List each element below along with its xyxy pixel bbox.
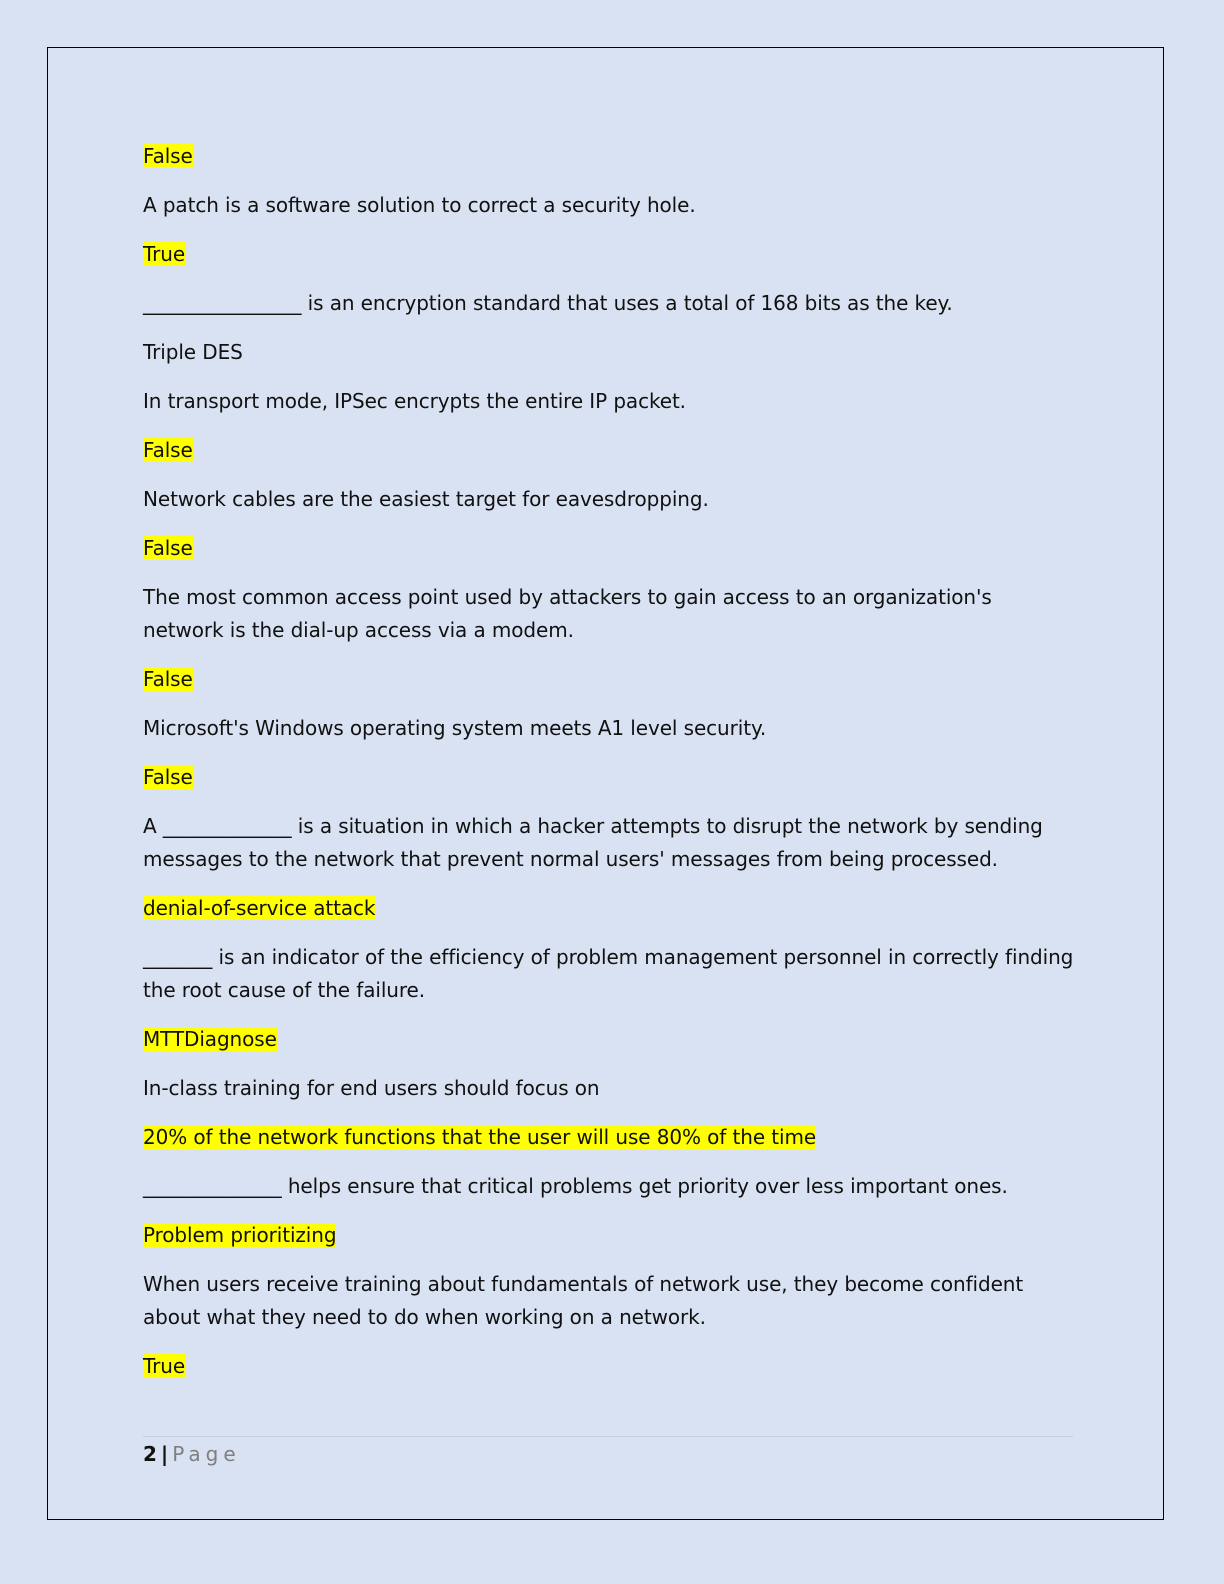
footer-separator: |: [160, 1442, 169, 1466]
answer-line: False: [143, 438, 193, 462]
document-body: [143, 140, 1078, 1399]
page-footer: [143, 1440, 241, 1468]
answer-line: True: [143, 1354, 186, 1378]
answer-line: 20% of the network functions that the user will use 80% of the time: [143, 1125, 817, 1149]
page-label: Page: [172, 1442, 241, 1466]
answer-line: MTTDiagnose: [143, 1027, 277, 1051]
question-line: ______________ helps ensure that critical problems get priority over less important ones.: [143, 1174, 1008, 1198]
answer-line: denial-of-service attack: [143, 896, 376, 920]
answer-line: Problem prioritizing: [143, 1223, 337, 1247]
question-line: ________________ is an encryption standard that uses a total of 168 bits as the key.: [143, 291, 953, 315]
question-line: The most common access point used by attackers to gain access to an organization's network is the dial-up access via a modem.: [143, 585, 992, 642]
question-line: A _____________ is a situation in which a hacker attempts to disrupt the network by sending messages to the network that prevent normal users' messages from being processed.: [143, 814, 1043, 871]
answer-line: False: [143, 765, 193, 789]
answer-line: True: [143, 242, 186, 266]
question-line: In transport mode, IPSec encrypts the entire IP packet.: [143, 389, 686, 413]
answer-line: Triple DES: [143, 340, 243, 364]
answer-line: False: [143, 144, 193, 168]
question-line: Network cables are the easiest target for eavesdropping.: [143, 487, 709, 511]
footer-divider: [143, 1436, 1073, 1437]
answer-line: False: [143, 536, 193, 560]
page-number: 2: [143, 1442, 157, 1466]
question-line: A patch is a software solution to correct a security hole.: [143, 193, 696, 217]
question-line: _______ is an indicator of the efficiency of problem management personnel in correctly finding the root cause of the failure.: [143, 945, 1074, 1002]
question-line: When users receive training about fundamentals of network use, they become confident about what they need to do when working on a network.: [143, 1272, 1024, 1329]
question-line: In-class training for end users should focus on: [143, 1076, 600, 1100]
question-line: Microsoft's Windows operating system meets A1 level security.: [143, 716, 767, 740]
answer-line: False: [143, 667, 193, 691]
